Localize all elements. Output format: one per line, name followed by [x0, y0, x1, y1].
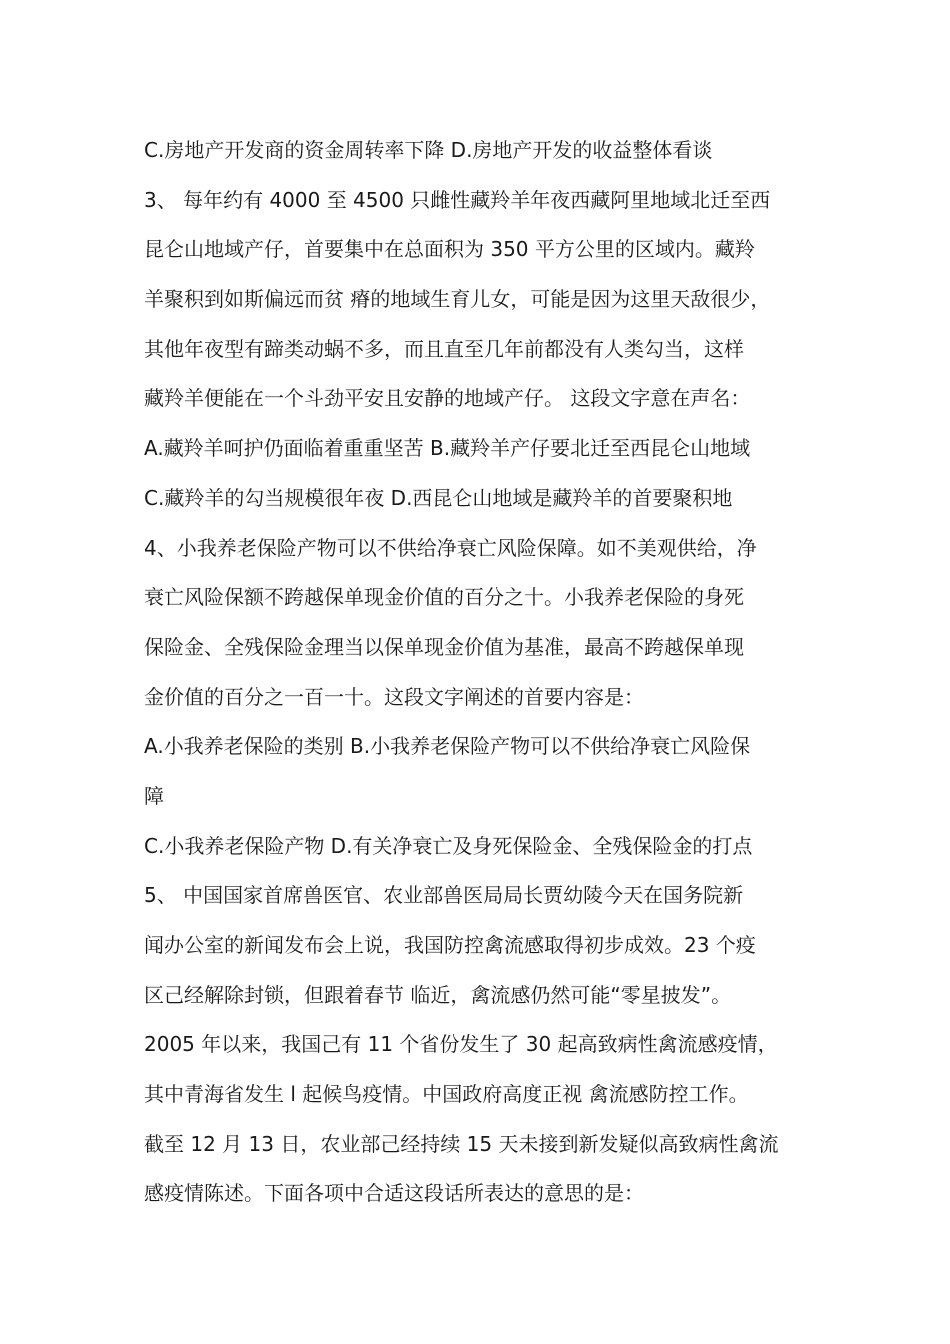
question-4-line-1: 4、小我养老保险产物可以不供给净衰亡风险保障。如不美观供给，净 — [144, 535, 757, 560]
question-3-line-4: 其他年夜型有蹄类动蜗不多，而且直至几年前都没有人类勾当，这样 — [144, 336, 744, 361]
question-5-line-1: 5、 中国国家首席兽医官、农业部兽医局局长贾幼陵今天在国务院新 — [144, 883, 744, 908]
question-5-line-5: 其中青海省发生 l 起候鸟疫情。中国政府高度正视 禽流感防控工作。 — [144, 1082, 749, 1107]
option-line-c-d-q2: C.房地产开发商的资金周转率下降 D.房地产开发的收益整体看谈 — [144, 138, 713, 162]
question-5-line-6: 截至 12 月 13 日，农业部己经持续 15 天未接到新发疑似高致病性禽流 — [144, 1131, 779, 1156]
document-body — [144, 126, 824, 1219]
question-5-line-2: 闻办公室的新闻发布会上说，我国防控禽流感取得初步成效。23 个疫 — [144, 933, 756, 957]
question-5-line-4: 2005 年以来，我国己有 11 个省份发生了 30 起高致病性禽流感疫情， — [144, 1032, 778, 1057]
question-3-line-2: 昆仑山地域产仔，首要集中在总面积为 350 平方公里的区域内。藏羚 — [144, 237, 755, 262]
question-5-line-3: 区己经解除封锁，但跟着春节 临近，禽流感仍然可能“零星披发”。 — [144, 982, 732, 1007]
question-3-line-5: 藏羚羊便能在一个斗劲平安且安静的地域产仔。 这段文字意在声名： — [144, 386, 751, 411]
question-4-line-2: 衰亡风险保额不跨越保单现金价值的百分之十。小我养老保险的身死 — [144, 585, 744, 610]
question-4-line-3: 保险金、全残保险金理当以保单现金价值为基准，最高不跨越保单现 — [144, 634, 744, 659]
question-3-options-c-d: C.藏羚羊的勾当规模很年夜 D.西昆仑山地域是藏羚羊的首要聚积地 — [144, 485, 733, 510]
question-3-options-a-b: A.藏羚羊呵护仍面临着重重坚苦 B.藏羚羊产仔要北迁至西昆仑山地域 — [144, 436, 751, 461]
question-3-line-1: 3、 每年约有 4000 至 4500 只雌性藏羚羊年夜西藏阿里地域北迁至西 — [144, 187, 771, 212]
question-4-line-4: 金价值的百分之一百一十。这段文字阐述的首要内容是： — [144, 684, 644, 709]
question-4-options-a-b: A.小我养老保险的类别 B.小我养老保险产物可以不供给净衰亡风险保 — [144, 734, 751, 759]
question-4-options-a-b-wrap: 障 — [144, 783, 164, 808]
question-3-line-3: 羊聚积到如斯偏远而贫 瘠的地域生育儿女，可能是因为这里天敌很少， — [144, 287, 771, 312]
question-4-options-c-d: C.小我养老保险产物 D.有关净衰亡及身死保险金、全残保险金的打点 — [144, 833, 753, 858]
question-5-line-7: 感疫情陈述。下面各项中合适这段话所表达的意思的是： — [144, 1181, 644, 1206]
